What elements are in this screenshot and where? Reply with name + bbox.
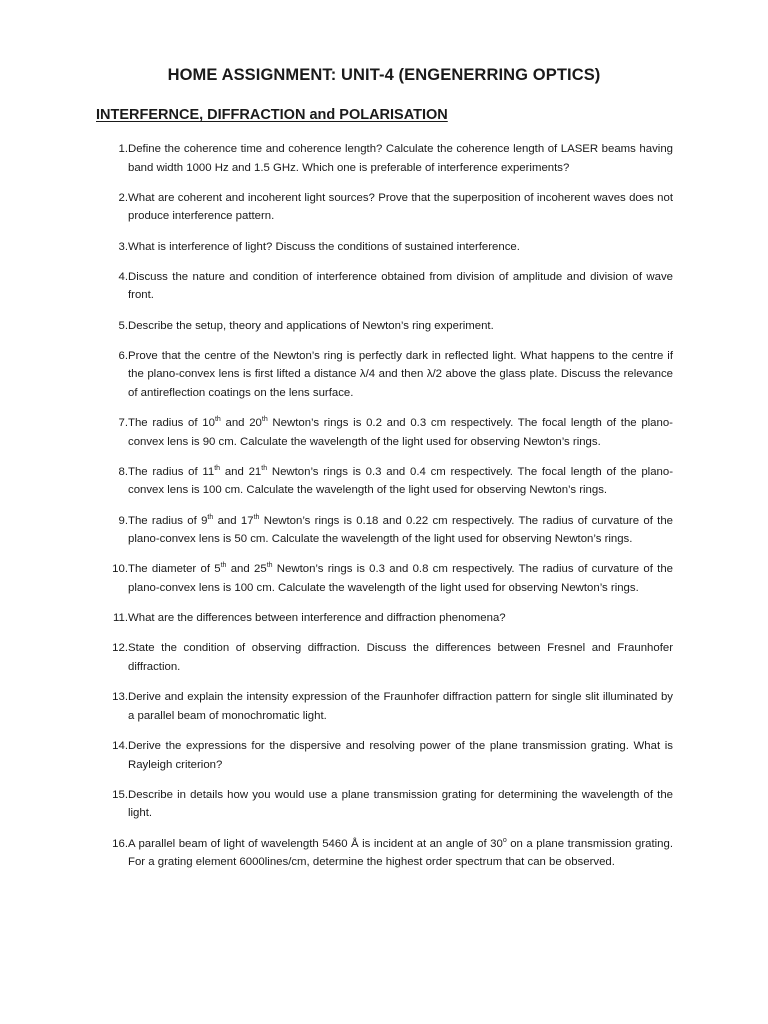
question-text-segment: on a plane transmission grating. For a grating element 6000lines/cm, determine the highest order spectrum that can be observed. <box>128 837 674 869</box>
question-text <box>128 238 673 257</box>
question-text <box>128 609 673 628</box>
question-number-label: 14. <box>112 739 128 752</box>
superscript: th <box>214 465 221 473</box>
question-text-segment: A parallel beam of light of wavelength 5460 Å is incident at an angle of 30 <box>128 837 503 850</box>
question-text-segment: Define the coherence time and coherence length? Calculate the coherence length of LASER beams having band width 1000 Hz and 1.5 GHz. Which one is preferable of interference experiments? <box>128 143 673 174</box>
question-number <box>96 140 128 177</box>
page-title: HOME ASSIGNMENT: UNIT-4 (ENGENERRING OPTICS) <box>167 66 601 84</box>
question-text-segment: What is interference of light? Discuss the conditions of sustained interference. <box>128 240 520 253</box>
question-text-segment: Derive and explain the intensity expression of the Fraunhofer diffraction pattern for single slit illuminated by a parallel beam of monochromatic light. <box>128 691 673 722</box>
question-number <box>96 609 128 628</box>
question-number <box>96 786 128 823</box>
question-item <box>96 140 673 177</box>
question-number-label: 1. <box>118 143 128 155</box>
question-number <box>96 317 128 336</box>
question-number-label: 16. <box>112 837 128 850</box>
question-text-segment: State the condition of observing diffraction. Discuss the differences between Fresnel and Fraunhofer diffraction. <box>128 642 673 673</box>
question-text-segment: The radius of 10 <box>128 417 215 430</box>
question-number-label: 2. <box>118 191 128 204</box>
question-number-label: 8. <box>118 465 128 478</box>
question-number-label: 11. <box>113 612 128 625</box>
question-text <box>128 268 673 305</box>
question-text-segment: Newton’s rings is 0.2 and 0.3 cm respectively. The focal length of the plano-convex lens is 90 cm. Calculate the wavelength of the light used for observing Newton’s rings. <box>128 417 673 448</box>
question-item <box>96 688 673 725</box>
question-number-label: 4. <box>118 270 128 283</box>
section-heading: INTERFERNCE, DIFFRACTION and POLARISATION <box>96 107 448 123</box>
question-text <box>128 512 673 549</box>
question-number <box>96 347 128 403</box>
question-number-label: 3. <box>118 240 128 253</box>
question-item <box>96 835 673 872</box>
question-text-segment: Newton’s rings is 0.18 and 0.22 cm respectively. The radius of curvature of the plano-convex lens is 50 cm. Calculate the wavelength of the light used for observing Newton’s rings. <box>128 514 674 546</box>
superscript: th <box>214 416 221 424</box>
question-text <box>128 688 673 725</box>
question-text-segment: Describe the setup, theory and applications of Newton’s ring experiment. <box>128 319 494 332</box>
question-text-segment: Describe in details how you would use a plane transmission grating for determining the wavelength of the light. <box>128 788 673 820</box>
question-number-label: 7. <box>118 417 128 430</box>
superscript: th <box>261 465 268 473</box>
question-number <box>96 688 128 725</box>
question-number-label: 5. <box>118 319 128 332</box>
question-text-segment: Prove that the centre of the Newton’s ring is perfectly dark in reflected light. What happens to the centre if the plano-convex lens is first lifted a distance λ/4 and then λ/2 above the glass plate. Discuss the relevance of antireflection coatings on the lens surface. <box>128 349 673 399</box>
question-text-segment: and 20 <box>220 417 262 430</box>
question-text <box>128 140 673 177</box>
question-text-segment: and 25 <box>226 563 267 576</box>
question-number-label: 12. <box>112 642 128 655</box>
question-text-segment: Derive the expressions for the dispersive and resolving power of the plane transmission grating. What is Rayleigh criterion? <box>128 739 673 771</box>
question-number <box>96 189 128 226</box>
question-text <box>128 835 673 872</box>
superscript: o <box>502 836 507 844</box>
question-text-segment: The radius of 9 <box>128 514 208 527</box>
question-text-segment: and 17 <box>213 514 254 527</box>
question-text-segment: Newton’s rings is 0.3 and 0.4 cm respectively. The focal length of the plano-convex lens is 100 cm. Calculate the wavelength of the light used for observing Newton’s rings. <box>128 465 673 497</box>
question-text <box>128 189 673 226</box>
question-number <box>96 835 128 872</box>
question-item <box>96 639 673 676</box>
question-number <box>96 238 128 257</box>
question-number <box>96 512 128 549</box>
question-number-label: 10. <box>112 563 128 576</box>
question-text-segment: What are coherent and incoherent light sources? Prove that the superposition of incoherent waves does not produce interference pattern. <box>128 191 673 223</box>
question-item <box>96 189 673 226</box>
question-text <box>128 414 673 451</box>
question-item <box>96 786 673 823</box>
question-number <box>96 639 128 676</box>
question-text-segment: The diameter of 5 <box>128 563 221 576</box>
superscript: th <box>261 416 268 424</box>
question-text <box>128 560 673 597</box>
superscript: th <box>266 562 273 570</box>
question-text-segment: Newton’s rings is 0.3 and 0.8 cm respectively. The radius of curvature of the plano-convex lens is 100 cm. Calculate the wavelength of the light used for observing Newton’s rings. <box>128 563 673 595</box>
superscript: th <box>220 562 227 570</box>
question-number <box>96 560 128 597</box>
question-list <box>96 140 673 883</box>
question-number-label: 6. <box>118 349 128 362</box>
question-number <box>96 268 128 305</box>
question-item <box>96 609 673 628</box>
question-text <box>128 317 673 336</box>
question-number <box>96 414 128 451</box>
question-number-label: 13. <box>112 691 128 704</box>
question-text <box>128 347 673 403</box>
question-item <box>96 414 673 451</box>
question-text-segment: The radius of 11 <box>128 465 215 478</box>
question-item <box>96 347 673 403</box>
question-text-segment: What are the differences between interference and diffraction phenomena? <box>128 612 506 625</box>
question-number-label: 15. <box>112 788 128 801</box>
question-text <box>128 463 673 500</box>
question-item <box>96 512 673 549</box>
question-item <box>96 268 673 305</box>
question-item <box>96 463 673 500</box>
question-item <box>96 238 673 257</box>
question-text-segment: and 21 <box>220 465 262 478</box>
question-text <box>128 639 673 676</box>
question-item <box>96 737 673 774</box>
question-number <box>96 737 128 774</box>
question-text <box>128 786 673 823</box>
question-item <box>96 560 673 597</box>
superscript: th <box>253 513 260 521</box>
superscript: th <box>207 513 214 521</box>
question-text-segment: Discuss the nature and condition of interference obtained from division of amplitude and division of wave front. <box>128 270 673 302</box>
question-text <box>128 737 673 774</box>
question-number-label: 9. <box>118 514 128 527</box>
question-number <box>96 463 128 500</box>
question-item <box>96 317 673 336</box>
